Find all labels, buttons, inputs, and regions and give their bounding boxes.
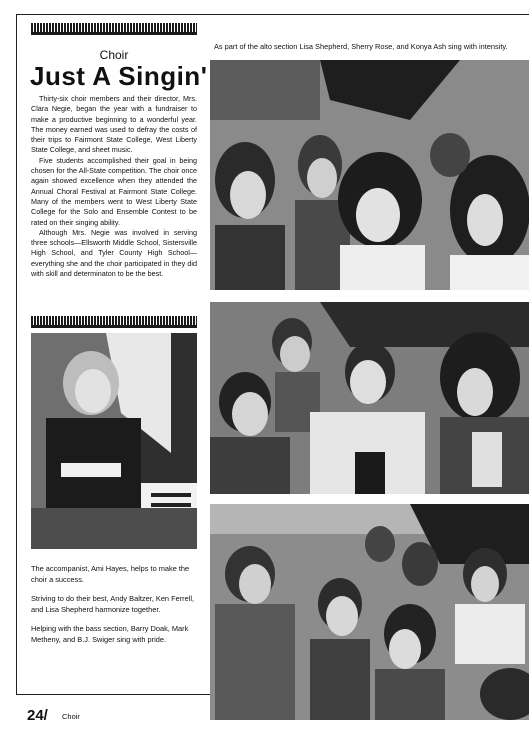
photo-caption-top: As part of the alto section Lisa Shepherd, Sherry Rose, and Konya Ash sing with intensity. (214, 42, 508, 51)
body-paragraph-1: Thirty-six choir members and their director, Mrs. Clara Negie, began the year with a fundraiser to make a productive beginning to a wonderful year. The money earned was used to defray the costs of their trips to Fairmont State College, West Liberty State College, and sheet music. (31, 94, 197, 155)
decorative-rule-top (31, 23, 197, 35)
body-paragraph-3: Although Mrs. Negie was involved in serving three schools—Ellsworth Middle School, Sistersville High School, and Tyler County High School—everything she and the choir participated in they did with skill and determinaton to be the best. (31, 227, 197, 279)
page-headline: Just A Singin' (30, 61, 208, 91)
section-kicker: Choir (99, 48, 129, 62)
folio-section-label: Choir (62, 712, 80, 721)
caption-accompanist: The accompanist, Ami Hayes, helps to make the choir a success. (31, 564, 190, 584)
photo-accompanist (31, 333, 197, 549)
photo-group-harmonizing (210, 302, 529, 494)
article-body (31, 94, 197, 279)
body-paragraph-2: Five students accomplished their goal in being chosen for the All-State competition. The choir once again showed excellence when they attended the Annual Choral Festival at Fairmont State College. Many of the members went to West Liberty State College for the Solo and Ensemble Contest to be rated on their singing ability. (31, 155, 197, 227)
caption-bass-section: Helping with the bass section, Barry Doak, Mark Metheny, and B.J. Swiger sing with pride. (31, 624, 189, 644)
caption-harmonizing: Striving to do their best, Andy Baltzer, Ken Ferrell, and Lisa Shepherd harmonize together. (31, 594, 195, 614)
photo-captions (31, 563, 197, 653)
page-number: 24/ (27, 707, 48, 724)
photo-bass-section (210, 504, 529, 720)
decorative-rule-middle (31, 316, 197, 328)
photo-alto-section (210, 60, 529, 290)
